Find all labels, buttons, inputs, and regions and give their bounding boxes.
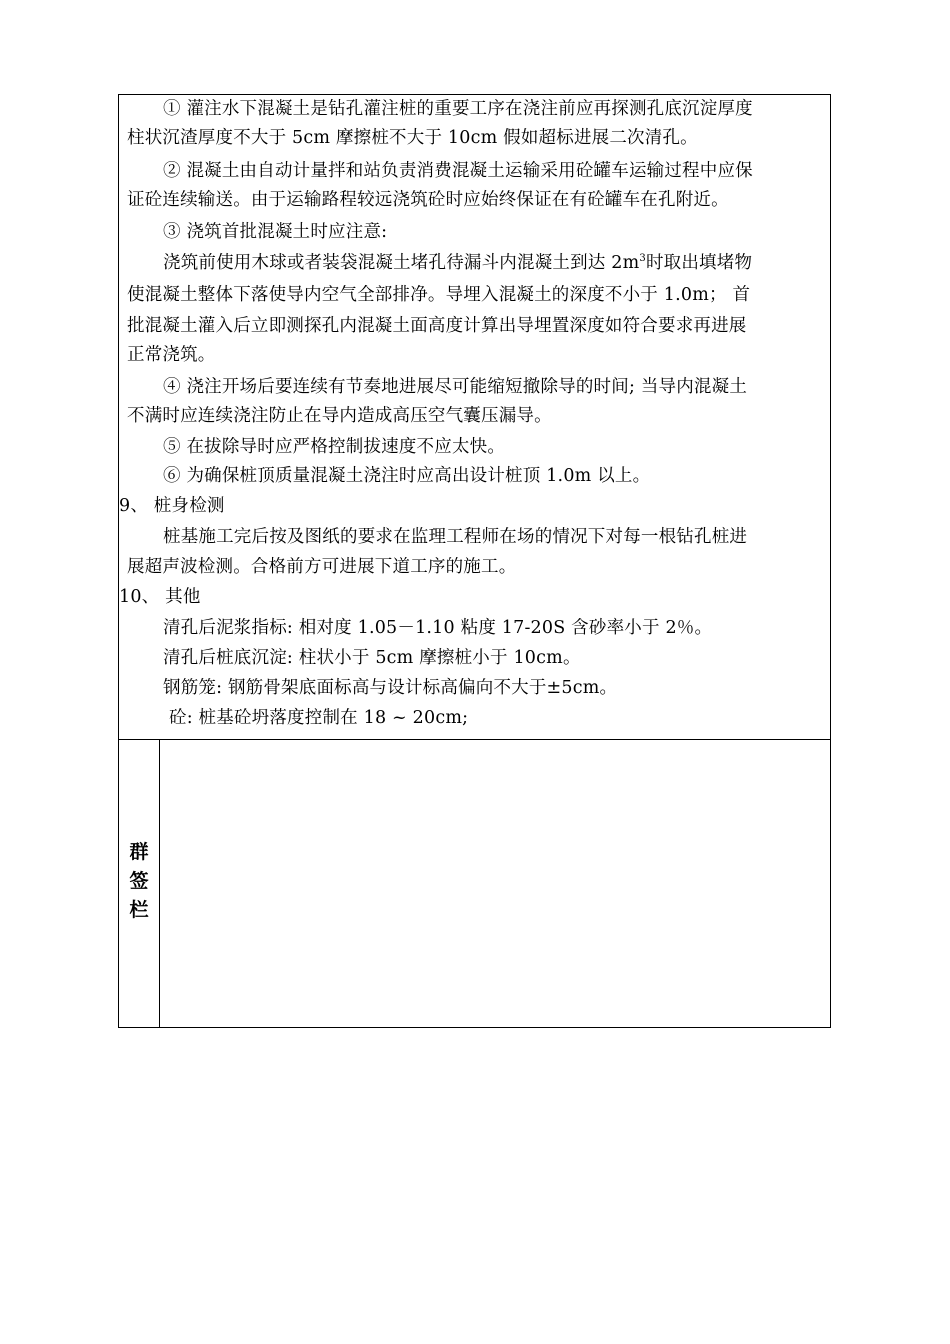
text-line: 柱状沉渣厚度不大于 5cm 摩擦桩不大于 10cm 假如超标进展二次清孔。 <box>127 128 698 148</box>
text-line: 批混凝土灌入后立即测探孔内混凝土面高度计算出导埋置深度如符合要求再进展 <box>127 316 747 336</box>
signature-label-cell <box>119 740 160 1027</box>
text-line: ② 混凝土由自动计量拌和站负责消费混凝土运输采用砼罐车运输过程中应保 <box>163 161 753 181</box>
superscript: 3 <box>639 253 646 264</box>
text-part: 时取出填堵物 <box>645 253 753 273</box>
text-line: ③ 浇筑首批混凝土时应注意: <box>163 222 388 242</box>
text-line: ④ 浇注开场后要连续有节奏地进展尽可能缩短撤除导的时间; 当导内混凝土 <box>163 377 748 397</box>
text-part: 浇筑前使用木球或者装袋混凝土堵孔待漏斗内混凝土到达 2m <box>163 253 640 273</box>
text-line: 证砼连续输送。由于运输路程较远浇筑砼时应始终保证在有砼罐车在孔附近。 <box>127 190 729 210</box>
construction-notes-cell <box>119 95 830 740</box>
text-line: ① 灌注水下混凝土是钻孔灌注桩的重要工序在浇注前应再探测孔底沉淀厚度 <box>163 99 753 119</box>
text-line: 展超声波检测。合格前方可进展下道工序的施工。 <box>127 557 517 577</box>
signature-content-cell <box>160 740 830 1027</box>
section-heading: 10、 其他 <box>119 587 201 607</box>
label-char: 签 <box>129 870 149 892</box>
text-line: 正常浇筑。 <box>127 345 216 365</box>
text-line: 清孔后泥浆指标: 相对度 1.05－1.10 粘度 17-20S 含砂率小于 2％。 <box>163 618 713 638</box>
text-line: ⑤ 在拔除导时应严格控制拔速度不应太快。 <box>163 437 506 457</box>
text-line: 钢筋笼: 钢筋骨架底面标高与设计标高偏向不大于±5cm。 <box>163 678 618 698</box>
section-heading: 9、 桩身检测 <box>119 496 225 516</box>
text-line: 砼: 桩基砼坍落度控制在 18 ~ 20cm; <box>169 708 469 728</box>
label-char: 栏 <box>129 899 149 921</box>
text-line: 不满时应连续浇注防止在导内造成高压空气囊压漏导。 <box>127 406 552 426</box>
signature-label <box>119 838 159 925</box>
text-line: ⑥ 为确保桩顶质量混凝土浇注时应高出设计桩顶 1.0m 以上。 <box>163 466 651 486</box>
document-table <box>118 94 831 1028</box>
text-line <box>119 249 830 278</box>
label-char: 群 <box>129 841 149 863</box>
text-line: 使混凝土整体下落使导内空气全部排净。导埋入混凝土的深度不小于 1.0m； 首 <box>127 285 751 305</box>
text-line: 桩基施工完后按及图纸的要求在监理工程师在场的情况下对每一根钻孔桩进 <box>163 527 748 547</box>
text-line: 清孔后桩底沉淀: 柱状小于 5cm 摩擦桩小于 10cm。 <box>163 648 581 668</box>
